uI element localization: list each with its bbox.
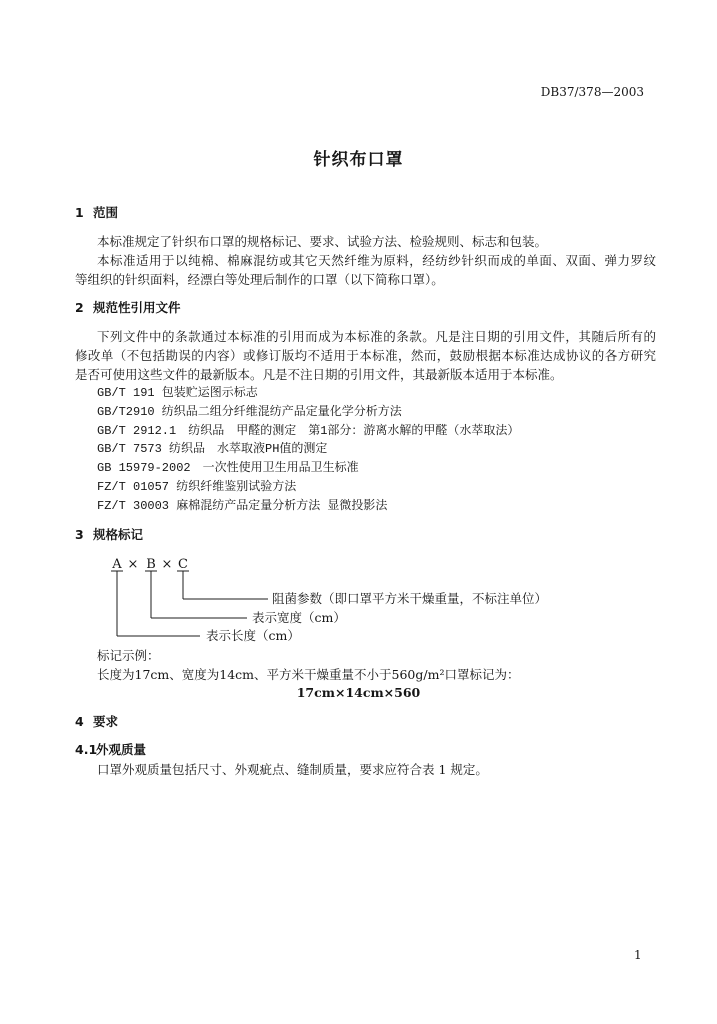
- reference-item: GB/T 7573 纺织品 水萃取液PH值的测定: [97, 442, 328, 456]
- paragraph-line: 口罩外观质量包括尺寸、外观疵点、缝制质量，要求应符合表 1 规定。: [97, 762, 488, 777]
- page-number: 1: [634, 948, 642, 962]
- reference-item: FZ/T 30003 麻棉混纺产品定量分析方法 显微投影法: [97, 499, 388, 513]
- section-title: 规格标记: [93, 527, 144, 542]
- example-text: 长度为17cm、宽度为14cm、平方米干燥重量不小于560g/m²口罩标记为：: [97, 667, 520, 682]
- example-heading: 标记示例：: [97, 648, 160, 663]
- section-title: 规范性引用文件: [93, 300, 181, 315]
- paragraph-line: 本标准适用于以纯棉、棉麻混纺或其它天然纤维为原料，经纺纱针织而成的单面、双面、弹力罗纹: [97, 253, 656, 268]
- reference-item: GB/T 191 包装贮运图示标志: [97, 386, 258, 400]
- section-number: 3: [75, 527, 84, 542]
- paragraph-line: 是否可使用这些文件的最新版本。凡是不注日期的引用文件，其最新版本适用于本标准。: [75, 367, 563, 382]
- formula-operator: ×: [161, 557, 173, 572]
- section-number: 4: [75, 714, 84, 729]
- example-result: 17cm×14cm×560: [296, 685, 421, 700]
- section-title: 范围: [93, 205, 119, 220]
- section-title: 要求: [93, 714, 119, 729]
- legend-label-b: 表示宽度（cm）: [252, 610, 346, 625]
- subsection-title: 外观质量: [96, 742, 147, 757]
- reference-item: GB/T 2912.1 纺织品 甲醛的测定 第1部分：游离水解的甲醛（水萃取法）: [97, 424, 520, 438]
- paragraph-line: 修改单（不包括勘误的内容）或修订版均不适用于本标准，然而，鼓励根据本标准达成协议的各方研究: [75, 348, 656, 363]
- reference-item: FZ/T 01057 纺织纤维鉴别试验方法: [97, 480, 297, 494]
- formula-letter-b: B: [146, 557, 156, 572]
- section-1-heading: [75, 205, 118, 221]
- paragraph-line: 下列文件中的条款通过本标准的引用而成为本标准的条款。凡是注日期的引用文件，其随后所有的: [97, 329, 656, 344]
- legend-label-c: 阻菌参数（即口罩平方米干燥重量，不标注单位）: [272, 591, 548, 606]
- reference-item: GB 15979-2002 一次性使用卫生用品卫生标准: [97, 461, 359, 475]
- document-number: DB37/378—2003: [540, 85, 644, 99]
- legend-label-a: 表示长度（cm）: [206, 628, 300, 643]
- formula-letter-a: A: [112, 557, 122, 572]
- subsection-4-1-heading: [75, 742, 146, 758]
- formula-operator: ×: [127, 557, 139, 572]
- section-2-heading: [75, 300, 181, 316]
- paragraph-line: 本标准规定了针织布口罩的规格标记、要求、试验方法、检验规则、标志和包装。: [97, 234, 548, 249]
- document-title: 针织布口罩: [313, 150, 404, 170]
- reference-item: GB/T2910 纺织品二组分纤维混纺产品定量化学分析方法: [97, 405, 402, 419]
- subsection-number: 4.1: [75, 742, 98, 757]
- formula-letter-c: C: [178, 557, 188, 572]
- section-4-heading: [75, 714, 118, 730]
- section-number: 2: [75, 300, 84, 315]
- section-3-heading: [75, 527, 143, 543]
- section-number: 1: [75, 205, 84, 220]
- paragraph-line: 等组织的针织面料，经漂白等处理后制作的口罩（以下简称口罩）。: [75, 272, 444, 287]
